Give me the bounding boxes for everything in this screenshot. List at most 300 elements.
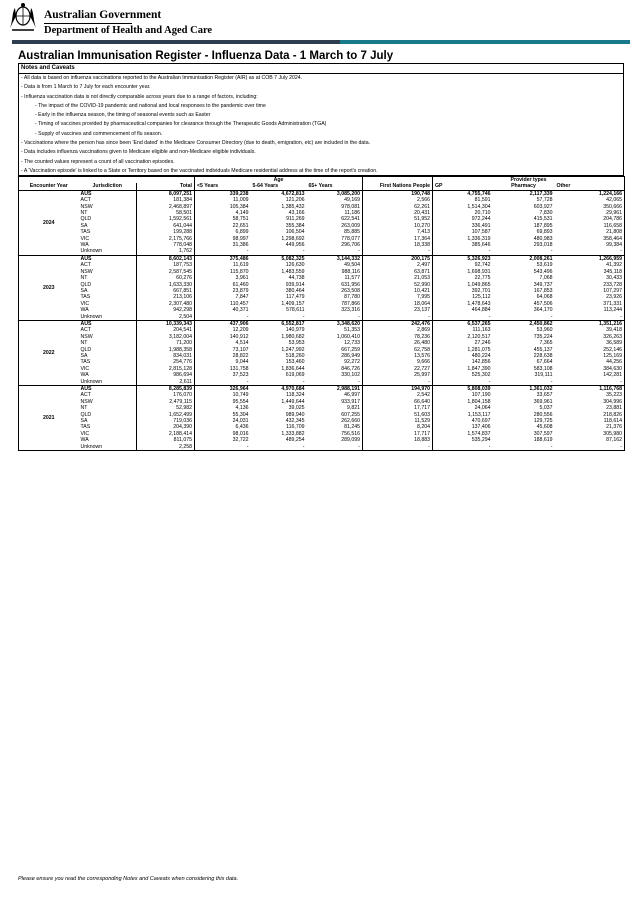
value-cell: 2,008,261 — [493, 255, 555, 262]
value-cell: 52,982 — [137, 405, 195, 411]
value-cell: 23,926 — [555, 294, 625, 300]
value-cell: 78,236 — [363, 334, 433, 340]
value-cell: - — [363, 444, 433, 451]
value-cell: 525,302 — [433, 372, 493, 378]
value-cell: 24,064 — [433, 405, 493, 411]
value-cell: 933,917 — [341, 398, 360, 405]
value-cell: - — [307, 444, 363, 451]
value-cell: 111,163 — [433, 327, 493, 333]
note-line: - Vaccinations where the person has since been 'End dated' in the Medicare Consumer Directory (due to death, emigration, etc) are included in the data. — [21, 140, 371, 147]
value-cell: 137,406 — [433, 424, 493, 430]
value-cell: 263,508 — [341, 287, 360, 294]
value-cell: 11,186 — [344, 210, 360, 217]
value-cell: 719,036 — [137, 418, 195, 424]
value-cell: 293,018 — [533, 242, 553, 249]
org-name-line2: Department of Health and Aged Care — [44, 25, 213, 36]
column-header: <5 Years — [195, 183, 251, 190]
value-cell: 811,075 — [137, 437, 195, 443]
value-cell: 7,847 — [195, 294, 251, 300]
value-cell: 11,577 — [344, 275, 360, 282]
jurisdiction-cell: Unknown — [79, 379, 137, 386]
note-line: - Data includes influenza vaccinations given to Medicare eligible and non-Medicare eligible individuals. — [21, 149, 256, 156]
jurisdiction-cell: WA — [80, 242, 89, 249]
value-cell: 323,316 — [341, 307, 360, 314]
value-cell: 46,997 — [344, 392, 360, 399]
value-cell: 735,224 — [533, 333, 553, 340]
notes-list — [19, 74, 623, 176]
value-cell: 22,727 — [363, 366, 433, 372]
value-cell: 1,409,157 — [281, 300, 305, 307]
value-cell: 641,044 — [137, 223, 195, 229]
value-cell: 7,365 — [539, 340, 553, 347]
jurisdiction-cell: NSW — [80, 203, 93, 210]
note-line: - Influenza vaccination data is not directly comparable across years due to a range of factors, including: — [21, 93, 258, 100]
value-cell: 2,468,897 — [137, 204, 195, 210]
value-cell: 1,266,959 — [555, 255, 625, 262]
value-cell: 113,244 — [555, 307, 625, 313]
value-cell: 62,758 — [363, 347, 433, 353]
value-cell: 2,497 — [363, 262, 433, 268]
value-cell: 5,082,325 — [251, 255, 307, 262]
value-cell: 415,531 — [533, 216, 553, 223]
value-cell: - — [493, 248, 555, 255]
encounter-year-cell: 2022 — [19, 320, 79, 385]
value-cell: 978,081 — [341, 203, 360, 210]
value-cell: - — [555, 444, 625, 451]
data-table — [18, 176, 625, 451]
value-cell: 194,970 — [363, 386, 433, 393]
value-cell: 11,009 — [195, 197, 251, 203]
value-cell: - — [433, 248, 493, 255]
value-cell: 326,964 — [195, 386, 251, 393]
value-cell: - — [555, 248, 625, 255]
value-cell: 107,190 — [433, 392, 493, 398]
column-header: Pharmacy — [493, 183, 555, 190]
value-cell: 1,336,319 — [433, 236, 493, 242]
value-cell: 489,254 — [285, 437, 305, 444]
jurisdiction-cell: QLD — [80, 411, 92, 418]
jurisdiction-cell: SA — [80, 222, 88, 229]
value-cell: 39,025 — [288, 405, 305, 412]
value-cell: 31,386 — [195, 242, 251, 248]
value-cell: 204,390 — [137, 424, 195, 430]
note-line: - Timing of vaccines provided by pharmaceutical companies for clearance through the Therapeutic Goods Administration (TGA) — [35, 121, 327, 128]
jurisdiction-cell: TAS — [80, 424, 91, 431]
value-cell: 8,602,143 — [137, 255, 195, 262]
value-cell: 24,031 — [195, 418, 251, 424]
value-cell: 63,871 — [363, 269, 433, 275]
jurisdiction-cell: NT — [80, 340, 88, 347]
value-cell: 92,742 — [433, 262, 493, 268]
value-cell: 380,464 — [285, 287, 305, 294]
value-cell: 1,652,499 — [137, 412, 195, 418]
column-header: Other — [555, 183, 625, 190]
value-cell: 125,112 — [433, 294, 493, 300]
jurisdiction-cell: Unknown — [79, 314, 137, 321]
value-cell: 44,256 — [555, 359, 625, 365]
value-cell: - — [363, 248, 433, 255]
value-cell: 4,136 — [195, 405, 251, 411]
value-cell: - — [433, 379, 493, 386]
value-cell: 6,899 — [195, 229, 251, 235]
value-cell: 5,808,039 — [433, 386, 493, 393]
value-cell: 939,914 — [285, 281, 305, 288]
value-cell: 36,589 — [555, 340, 625, 346]
value-cell: 1,385,432 — [281, 203, 305, 210]
value-cell: 17,364 — [363, 236, 433, 242]
value-cell: 181,384 — [137, 197, 195, 203]
value-cell: 3,182,004 — [137, 334, 195, 340]
footer-note: Please ensure you read the corresponding Notes and Caveats when considering this data. — [18, 876, 239, 882]
column-header: Jurisdiction — [79, 183, 137, 190]
org-divider — [44, 23, 132, 24]
jurisdiction-cell: NSW — [80, 333, 93, 340]
jurisdiction-cell: AUS — [79, 386, 137, 393]
value-cell: 1,483,559 — [281, 268, 305, 275]
column-header: Encounter Year — [19, 183, 79, 190]
value-cell: 33,657 — [536, 392, 553, 399]
value-cell: 115,870 — [195, 269, 251, 275]
value-cell: 42,065 — [555, 197, 625, 203]
value-cell: - — [493, 444, 555, 451]
value-cell: 2,258 — [137, 444, 195, 451]
value-cell: 69,893 — [536, 229, 553, 236]
value-cell: 437,906 — [195, 320, 251, 327]
value-cell: 449,956 — [285, 242, 305, 249]
value-cell: 140,912 — [195, 334, 251, 340]
value-cell: - — [493, 379, 555, 386]
value-cell: 21,053 — [363, 275, 433, 281]
value-cell: - — [195, 248, 251, 255]
value-cell: 296,706 — [341, 242, 360, 249]
value-cell: 305,980 — [555, 431, 625, 437]
jurisdiction-cell: AUS — [79, 320, 137, 327]
value-cell: 8,285,839 — [137, 386, 195, 393]
value-cell: 107,587 — [433, 229, 493, 235]
value-cell: 364,170 — [533, 307, 553, 314]
value-cell: 369,961 — [533, 398, 553, 405]
value-cell: 110,457 — [195, 301, 251, 307]
value-cell: 518,260 — [285, 352, 305, 359]
value-cell: 12,209 — [195, 327, 251, 333]
table-row — [19, 190, 625, 197]
value-cell: 187,753 — [137, 262, 195, 268]
value-cell: 23,879 — [195, 288, 251, 294]
value-cell: 1,988,358 — [137, 347, 195, 353]
value-cell: 1,153,117 — [433, 412, 493, 418]
value-cell: - — [251, 444, 307, 451]
value-cell: 4,149 — [195, 210, 251, 216]
value-cell: 81,245 — [344, 424, 360, 431]
value-cell: 304,996 — [555, 399, 625, 405]
value-cell: 262,660 — [341, 418, 360, 425]
value-cell: 1,836,644 — [281, 365, 305, 372]
value-cell: 66,640 — [363, 399, 433, 405]
table-row — [19, 320, 625, 327]
value-cell: 8,097,251 — [137, 190, 195, 197]
jurisdiction-cell: NSW — [80, 268, 93, 275]
note-line: - All data is based on influenza vaccinations reported to the Australian Immunisation Register (AIR) as at COB 7 July 2024. — [21, 75, 303, 81]
value-cell: 1,804,158 — [433, 399, 493, 405]
value-cell: 2,542 — [363, 392, 433, 398]
value-cell: 233,728 — [555, 282, 625, 288]
page-header — [0, 0, 644, 42]
value-cell: 1,116,768 — [555, 386, 625, 393]
value-cell: 2,307,480 — [137, 301, 195, 307]
value-cell: 99,384 — [555, 242, 625, 248]
value-cell: 17,717 — [363, 405, 433, 411]
value-cell: 432,345 — [285, 418, 305, 425]
value-cell: 543,496 — [533, 268, 553, 275]
value-cell: 20,710 — [433, 210, 493, 216]
value-cell: 10,421 — [363, 288, 433, 294]
value-cell: 98,016 — [195, 431, 251, 437]
value-cell: - — [251, 379, 307, 386]
value-cell: 10,270 — [363, 223, 433, 229]
value-cell: 4,755,746 — [433, 190, 493, 197]
value-cell: 3,348,620 — [307, 320, 363, 327]
value-cell: - — [363, 379, 433, 386]
value-cell: 942,298 — [137, 307, 195, 313]
value-cell: 989,940 — [285, 411, 305, 418]
value-cell: 7,830 — [539, 210, 553, 217]
note-line: - The impact of the COVID-19 pandemic and national and local responses to the pandemic over time — [35, 102, 266, 109]
value-cell: - — [555, 314, 625, 321]
value-cell: 8,204 — [363, 424, 433, 430]
value-cell: 18,883 — [363, 437, 433, 443]
column-header: 5-64 Years — [251, 183, 307, 190]
value-cell: 457,506 — [533, 300, 553, 307]
value-cell: 228,638 — [533, 352, 553, 359]
jurisdiction-cell: ACT — [80, 262, 91, 269]
table-row — [19, 386, 625, 393]
value-cell: 834,031 — [137, 353, 195, 359]
jurisdiction-cell: VIC — [80, 235, 90, 242]
value-cell: 58,751 — [195, 216, 251, 222]
value-cell: 1,224,166 — [555, 190, 625, 197]
value-cell: 286,949 — [341, 352, 360, 359]
value-cell: 140,979 — [285, 327, 305, 334]
note-line: - The counted values represent a count of all vaccination episodes. — [21, 158, 175, 165]
value-cell: 7,995 — [363, 294, 433, 300]
value-cell: 7,413 — [363, 229, 433, 235]
value-cell: 778,077 — [341, 235, 360, 242]
value-cell: 118,614 — [555, 418, 625, 424]
value-cell: 1,247,992 — [281, 346, 305, 353]
note-line: - Early in the influenza season, the timing of seasonal events such as Easter — [35, 112, 211, 119]
value-cell: 307,597 — [533, 430, 553, 437]
value-cell: 4,970,684 — [251, 386, 307, 393]
value-cell: 778,048 — [137, 242, 195, 248]
value-cell: 188,619 — [533, 437, 553, 444]
value-cell: 10,749 — [195, 392, 251, 398]
jurisdiction-cell: ACT — [80, 327, 91, 334]
value-cell: - — [363, 314, 433, 321]
notes-heading: Notes and Caveats — [19, 64, 623, 74]
encounter-year-cell: 2024 — [19, 190, 79, 255]
table-row — [19, 444, 625, 451]
age-group-header: Age — [195, 177, 363, 184]
value-cell: 26,480 — [363, 340, 433, 346]
value-cell: 25,997 — [363, 372, 433, 378]
value-cell: 23,881 — [555, 405, 625, 411]
value-cell: 4,514 — [195, 340, 251, 346]
value-cell: 2,188,414 — [137, 431, 195, 437]
page-title: Australian Immunisation Register - Influenza Data - 1 March to 7 July — [18, 50, 394, 62]
value-cell: 22,651 — [195, 223, 251, 229]
value-cell: 1,478,643 — [433, 301, 493, 307]
jurisdiction-cell: VIC — [80, 430, 90, 437]
value-cell: 350,666 — [555, 204, 625, 210]
value-cell: 87,780 — [344, 294, 360, 301]
value-cell: 73,107 — [195, 347, 251, 353]
jurisdiction-cell: ACT — [80, 197, 91, 204]
value-cell: 204,786 — [555, 216, 625, 222]
value-cell: 583,108 — [533, 365, 553, 372]
value-cell: 21,376 — [555, 424, 625, 430]
value-cell: 28,822 — [195, 353, 251, 359]
value-cell: 107,297 — [555, 288, 625, 294]
jurisdiction-cell: VIC — [80, 300, 90, 307]
value-cell: 787,866 — [341, 300, 360, 307]
value-cell: 3,085,200 — [307, 190, 363, 197]
value-cell: 349,737 — [533, 281, 553, 288]
provider-group-header: Provider types — [433, 177, 625, 184]
jurisdiction-cell: WA — [80, 372, 89, 379]
value-cell: 11,619 — [195, 262, 251, 268]
value-cell: 480,224 — [433, 353, 493, 359]
value-cell: 319,111 — [534, 372, 553, 379]
value-cell: 6,537,265 — [433, 320, 493, 327]
value-cell: 18,064 — [363, 301, 433, 307]
value-cell: 375,486 — [195, 255, 251, 262]
value-cell: 667,259 — [341, 346, 360, 353]
value-cell: 1,351,216 — [555, 320, 625, 327]
value-cell: 455,137 — [533, 346, 553, 353]
value-cell: 51,603 — [363, 412, 433, 418]
value-cell: - — [433, 444, 493, 451]
value-cell: 9,044 — [195, 359, 251, 365]
value-cell: 55,304 — [195, 412, 251, 418]
value-cell: 1,633,330 — [137, 282, 195, 288]
value-cell: 2,175,766 — [137, 236, 195, 242]
value-cell: 51,353 — [344, 327, 360, 334]
coat-of-arms-icon — [8, 2, 38, 34]
value-cell: 11,529 — [363, 418, 433, 424]
value-cell: - — [555, 379, 625, 386]
column-header: Total — [137, 183, 195, 190]
value-cell: 190,748 — [363, 190, 433, 197]
value-cell: 126,630 — [285, 262, 305, 269]
value-cell: 2,566 — [363, 197, 433, 203]
jurisdiction-cell: AUS — [79, 255, 137, 262]
jurisdiction-cell: QLD — [80, 216, 92, 223]
value-cell: 117,479 — [286, 294, 305, 301]
jurisdiction-cell: NT — [80, 210, 88, 217]
value-cell: 45,608 — [536, 424, 553, 431]
value-cell: 1,514,304 — [433, 204, 493, 210]
value-cell: 535,294 — [433, 437, 493, 443]
value-cell: 2,479,115 — [137, 399, 195, 405]
org-name-line1: Australian Government — [44, 9, 162, 21]
value-cell: 23,137 — [363, 307, 433, 313]
column-header: First Nations People — [363, 183, 433, 190]
value-cell: 121,206 — [285, 197, 305, 204]
value-cell: 756,516 — [341, 430, 360, 437]
value-cell: 9,821 — [347, 405, 360, 412]
value-cell: 44,738 — [288, 275, 305, 282]
table-row — [19, 379, 625, 386]
value-cell: 1,762 — [137, 248, 195, 255]
value-cell: - — [195, 314, 251, 321]
value-cell: 39,418 — [555, 327, 625, 333]
value-cell: 153,460 — [285, 359, 305, 366]
value-cell: 5,326,923 — [433, 255, 493, 262]
jurisdiction-cell: Unknown — [79, 248, 137, 255]
value-cell: 242,476 — [363, 320, 433, 327]
value-cell: 2,587,545 — [137, 269, 195, 275]
value-cell: 32,722 — [195, 437, 251, 443]
value-cell: - — [307, 248, 363, 255]
value-cell: 2,869 — [363, 327, 433, 333]
value-cell: 29,961 — [555, 210, 625, 216]
value-cell: 43,166 — [288, 210, 305, 217]
value-cell: 187,895 — [533, 222, 553, 229]
jurisdiction-cell: SA — [80, 287, 88, 294]
value-cell: 385,646 — [433, 242, 493, 248]
value-cell: 326,263 — [555, 334, 625, 340]
value-cell: 345,118 — [555, 269, 625, 275]
value-cell: 2,117,339 — [493, 190, 555, 197]
value-cell: 167,853 — [533, 287, 553, 294]
value-cell: 81,591 — [433, 197, 493, 203]
value-cell: 603,927 — [533, 203, 553, 210]
table-row — [19, 248, 625, 255]
value-cell: 218,826 — [555, 412, 625, 418]
value-cell: 355,384 — [285, 222, 305, 229]
value-cell: 105,384 — [195, 204, 251, 210]
value-cell: 2,120,517 — [433, 334, 493, 340]
value-cell: - — [251, 248, 307, 255]
value-cell: 986,694 — [137, 372, 195, 378]
value-cell: 20,431 — [363, 210, 433, 216]
jurisdiction-cell: SA — [80, 352, 88, 359]
value-cell: 116,709 — [286, 424, 305, 431]
value-cell: 480,983 — [533, 235, 553, 242]
note-line: - A 'Vaccination episode' is linked to a State or Territory based on the vaccinated individuals Medicare residential address at the time of the report's creation. — [21, 167, 378, 174]
value-cell: 280,556 — [533, 411, 553, 418]
value-cell: 22,775 — [433, 275, 493, 281]
value-cell: 53,960 — [536, 327, 553, 334]
value-cell: 12,733 — [344, 340, 360, 347]
jurisdiction-cell: NT — [80, 405, 88, 412]
value-cell: 3,144,332 — [307, 255, 363, 262]
jurisdiction-cell: TAS — [80, 359, 91, 366]
value-cell: 85,885 — [344, 229, 360, 236]
value-cell: 10,339,343 — [137, 320, 195, 327]
value-cell: 392,701 — [433, 288, 493, 294]
value-cell: 1,698,931 — [433, 269, 493, 275]
value-cell: 1,281,075 — [433, 347, 493, 353]
encounter-year-cell: 2021 — [19, 386, 79, 451]
value-cell: 118,324 — [286, 392, 305, 399]
value-cell: 53,619 — [536, 262, 553, 269]
value-cell: - — [307, 379, 363, 386]
jurisdiction-cell: VIC — [80, 365, 90, 372]
value-cell: 578,611 — [286, 307, 305, 314]
value-cell: - — [195, 379, 251, 386]
value-cell: 49,169 — [344, 197, 360, 204]
